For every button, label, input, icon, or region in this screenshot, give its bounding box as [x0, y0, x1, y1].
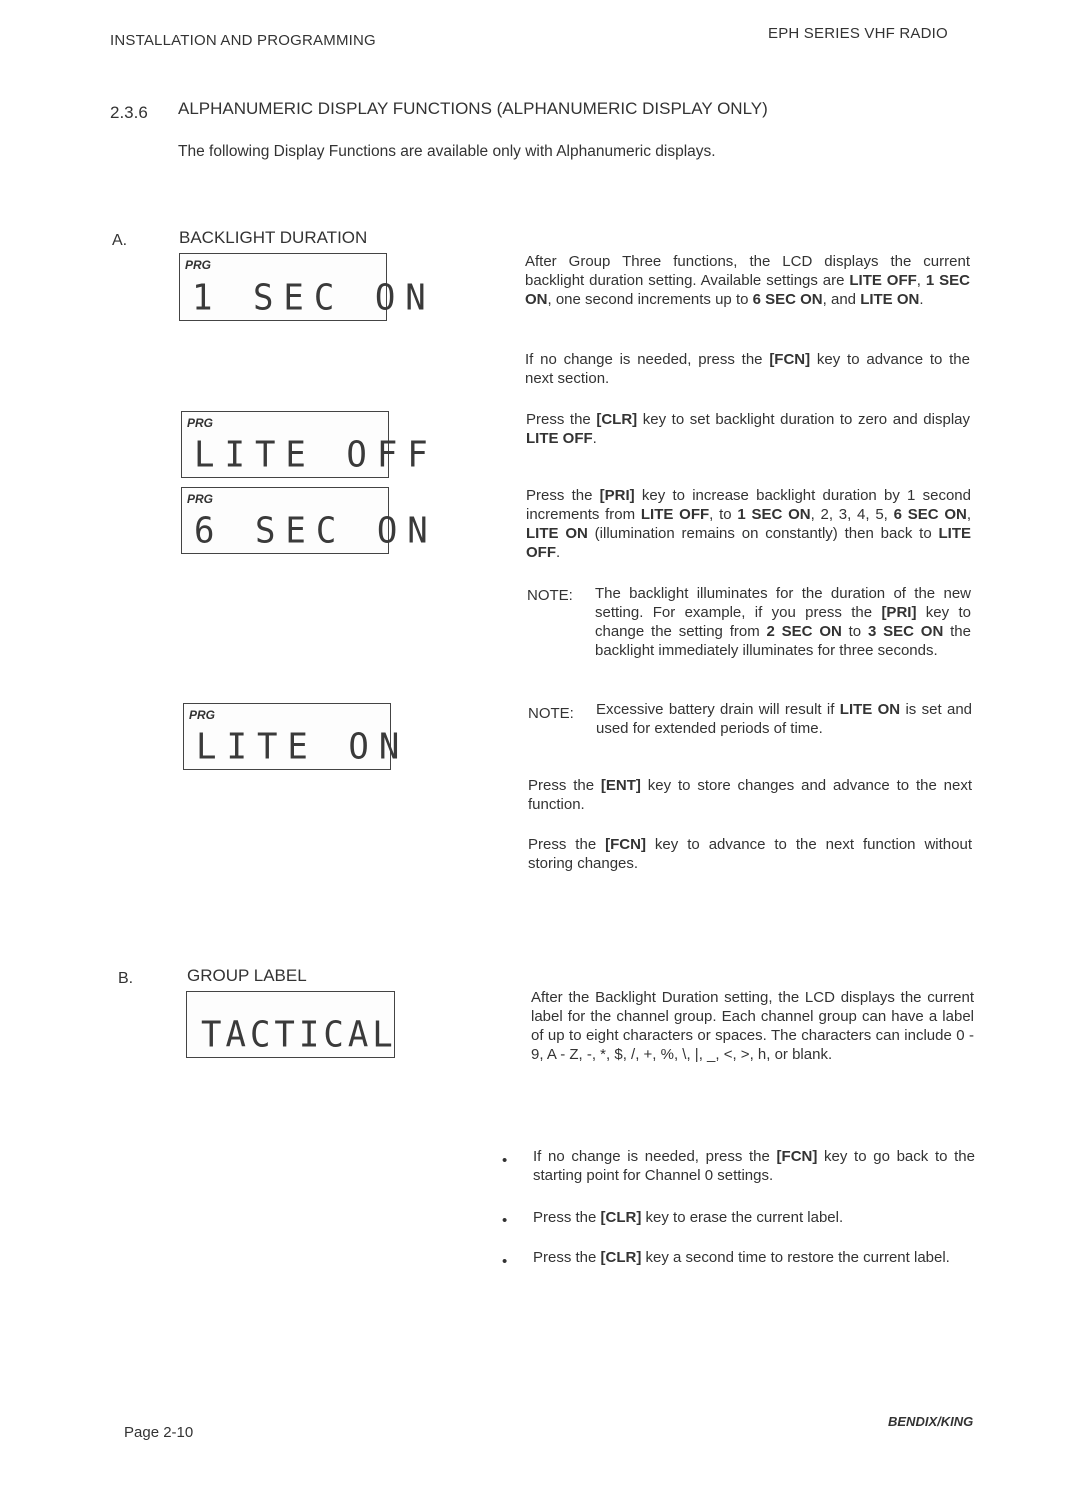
- backlight-para-4: Press the [PRI] key to increase backlight duration by 1 second increments from LITE OFF, to 1 SEC ON, 2, 3, 4, 5, 6 SEC ON, LITE ON (illumination remains on constantly) then back to LITE OFF.: [526, 487, 972, 561]
- prg-indicator: PRG: [187, 416, 214, 430]
- backlight-para-5: Press the [ENT] key to store changes and advance to the next function.: [528, 777, 973, 813]
- note-2-text: Excessive battery drain will result if LITE ON is set and used for extended periods of time.: [596, 701, 973, 737]
- lcd-lite-off: [181, 411, 438, 478]
- bullet-2-symbol: •: [502, 1212, 508, 1229]
- group-label-bullet-2: Press the [CLR] key to erase the current label.: [533, 1209, 844, 1226]
- section-title: ALPHANUMERIC DISPLAY FUNCTIONS (ALPHANUMERIC DISPLAY ONLY): [178, 99, 768, 118]
- group-label-bullet-1: If no change is needed, press the [FCN] key to go back to the starting point for Channel 0 settings.: [533, 1148, 975, 1184]
- group-label-bullet-3: Press the [CLR] key a second time to restore the current label.: [533, 1249, 950, 1266]
- lcd-tactical: [186, 991, 395, 1058]
- bullet-3-symbol: •: [502, 1253, 508, 1270]
- page-number: Page 2-10: [124, 1424, 194, 1441]
- lcd-text: LITE ON: [196, 726, 410, 768]
- backlight-para-2: If no change is needed, press the [FCN] key to advance to the next section.: [525, 351, 970, 387]
- note-1-text: The backlight illuminates for the duration of the new setting. For example, if you press the [PRI] key to change the setting from 2 SEC ON to 3 SEC ON the backlight immediately illuminates for three seconds.: [595, 585, 971, 659]
- lcd-1-sec-on: [179, 253, 436, 321]
- prg-indicator: PRG: [189, 708, 216, 722]
- group-label-para-1: After the Backlight Duration setting, the LCD displays the current label for the channel group. Each channel group can have a label of up to eight characters or spaces. The characters can include 0 - 9, A - Z, -, *, $, /, +, %, \, |, _, <, >, h, or blank.: [531, 989, 974, 1063]
- section-intro: The following Display Functions are available only with Alphanumeric displays.: [178, 143, 716, 160]
- lcd-lite-on: [183, 703, 410, 770]
- backlight-para-1: After Group Three functions, the LCD displays the current backlight duration setting. Available settings are LITE OFF, 1 SEC ON, one second increments up to 6 SEC ON, and LITE ON.: [525, 253, 970, 308]
- lcd-text: LITE OFF: [194, 434, 438, 476]
- header-left: INSTALLATION AND PROGRAMMING: [110, 32, 376, 49]
- lcd-text: 6 SEC ON: [194, 510, 438, 552]
- header-right: EPH SERIES VHF RADIO: [768, 25, 948, 42]
- lcd-text: 1 SEC ON: [192, 277, 436, 319]
- lcd-6-sec-on: [181, 487, 438, 554]
- backlight-para-3: Press the [CLR] key to set backlight duration to zero and display LITE OFF.: [526, 411, 971, 447]
- note-1-label: NOTE:: [527, 587, 573, 604]
- bullet-1-symbol: •: [502, 1152, 508, 1169]
- lcd-text: TACTICAL: [201, 1014, 397, 1056]
- note-2-label: NOTE:: [528, 705, 574, 722]
- section-number: 2.3.6: [110, 103, 148, 122]
- backlight-para-6: Press the [FCN] key to advance to the next function without storing changes.: [528, 836, 972, 872]
- group-label-title: GROUP LABEL: [187, 966, 307, 985]
- brand-logo: BENDIX/KING: [888, 1414, 974, 1429]
- prg-indicator: PRG: [187, 492, 214, 506]
- section-b-letter: B.: [118, 970, 134, 987]
- prg-indicator: PRG: [185, 258, 212, 272]
- section-a-letter: A.: [112, 232, 128, 249]
- backlight-title: BACKLIGHT DURATION: [179, 228, 368, 247]
